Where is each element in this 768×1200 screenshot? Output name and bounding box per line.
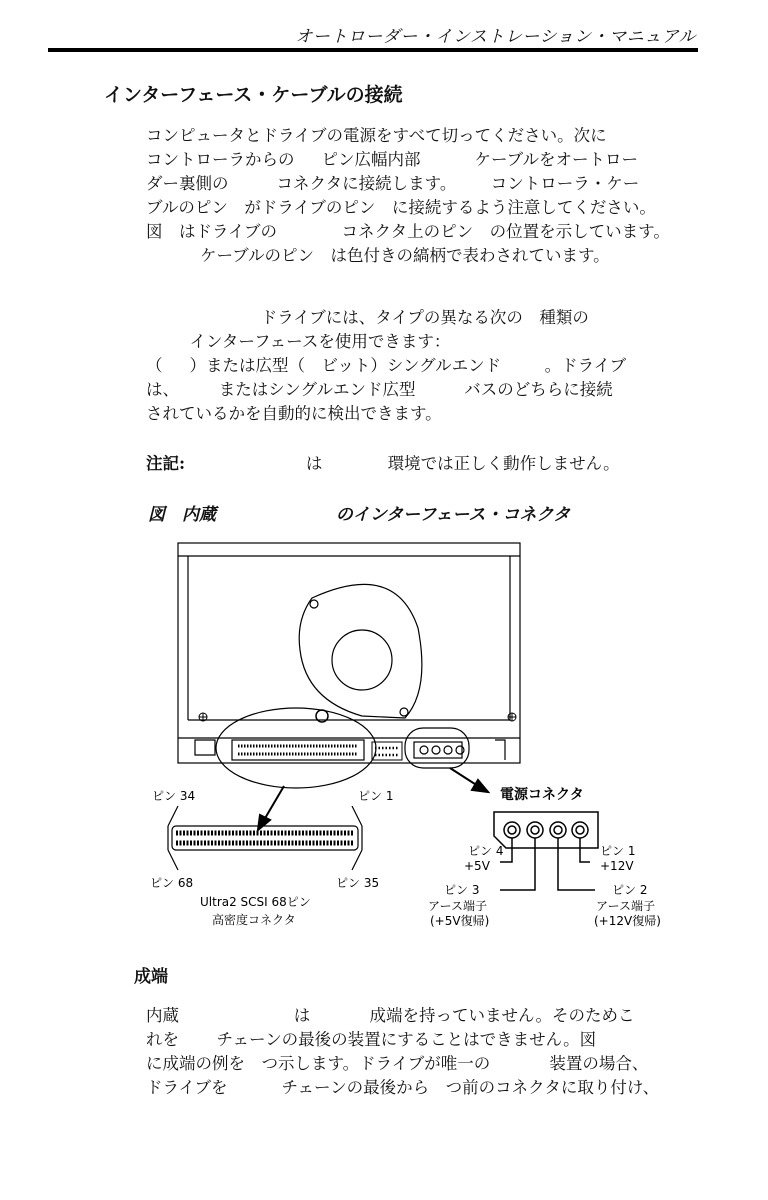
header-title: オートローダー・インストレーション・マニュアル [295, 27, 696, 47]
label-power-pin1-v: +12V [600, 859, 634, 873]
note-label: 注記: [146, 454, 186, 473]
note-text: は 環境では正しく動作しません。 [185, 454, 620, 473]
label-power-pin2: ピン 2 [612, 883, 648, 897]
scsi-arrow [258, 786, 284, 830]
figure-caption: 図 内蔵 のインターフェース・コネクタ [148, 505, 571, 525]
label-connector-name-2: 高密度コネクタ [212, 913, 296, 927]
jumper-block [372, 742, 402, 760]
label-power-pin4-v: +5V [464, 859, 490, 873]
text-line: ブルのピン がドライブのピン に接続するよう注意してください。 [146, 198, 656, 217]
termination-heading: 成端 [134, 967, 168, 987]
label-pin1-top: ピン 1 [358, 789, 394, 803]
scsi-connector-large [168, 806, 362, 870]
text-line: ドライブを チェーンの最後から つ前のコネクタに取り付け、 [146, 1078, 660, 1097]
label-connector-name-1: Ultra2 SCSI 68ピン [200, 895, 311, 909]
fan [299, 584, 422, 722]
power-arrow [450, 768, 488, 792]
text-line: は、 またはシングルエンド広型 バスのどちらに接続 [146, 380, 613, 399]
section-heading: インターフェース・ケーブルの接続 [104, 84, 403, 106]
paragraph-termination [146, 1004, 706, 1100]
power-connector-large [494, 812, 598, 890]
label-pin34: ピン 34 [152, 789, 196, 803]
label-power-pin2-desc1: アース端子 [596, 899, 656, 913]
text-line: されているかを自動的に検出できます。 [146, 404, 442, 423]
text-line: インターフェースを使用できます： [146, 332, 451, 351]
label-power-pin3-desc1: アース端子 [428, 899, 488, 913]
text-line: コンピュータとドライブの電源をすべて切ってください。次に [146, 126, 607, 145]
label-pin35: ピン 35 [336, 876, 380, 890]
screw-right [508, 713, 516, 721]
power-connector-drive [405, 728, 469, 768]
text-line: （ ）または広型（ ビット）シングルエンド 。ドライブ [146, 356, 627, 375]
text-line: コントローラからの ピン広幅内部 ケーブルをオートロー [146, 150, 638, 169]
text-line: に成端の例を つ示します。ドライブが唯一の 装置の場合、 [146, 1054, 649, 1073]
text-line: ドライブには、タイプの異なる次の 種類の [146, 308, 589, 327]
label-power-pin3-desc2: (+5V復帰) [430, 914, 490, 928]
label-power-connector: 電源コネクタ [500, 787, 584, 803]
screw-left [199, 713, 207, 721]
label-power-pin4: ピン 4 [468, 844, 504, 858]
text-line: れを チェーンの最後の装置にすることはできません。図 [146, 1030, 597, 1049]
label-pin68: ピン 68 [150, 876, 194, 890]
label-power-pin3: ピン 3 [444, 883, 480, 897]
text-line: ダー裏側の コネクタに接続します。 コントローラ・ケー [146, 174, 640, 193]
drive-body [178, 543, 520, 763]
text-line: ケーブルのピン は色付きの縞柄で表わされています。 [146, 246, 610, 265]
label-power-pin1: ピン 1 [600, 844, 636, 858]
text-line: 内蔵 は 成端を持っていません。そのためこ [146, 1006, 635, 1025]
text-line: 図 はドライブの コネクタ上のピン の位置を示しています。 [146, 222, 670, 241]
label-power-pin2-desc2: (+12V復帰) [594, 914, 661, 928]
